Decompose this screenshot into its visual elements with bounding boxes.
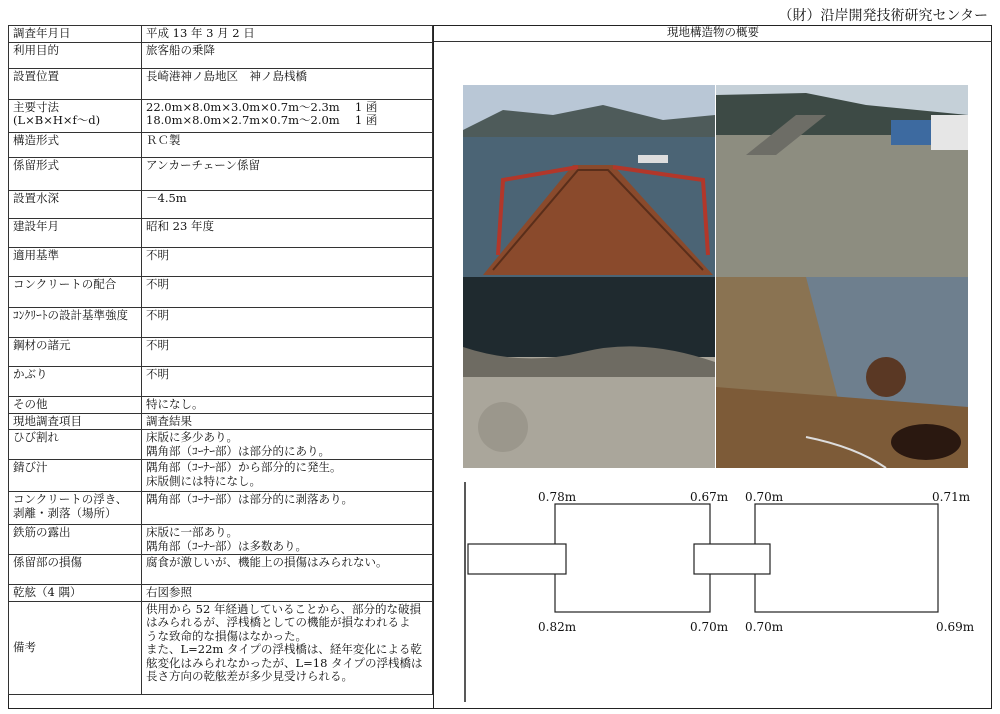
spec-table-area — [8, 25, 434, 709]
spec-label: 構造形式 — [9, 132, 142, 157]
spec-value — [142, 68, 433, 99]
spec-value-line: 長さ方向の乾舷差が多少見受けられる。 — [146, 669, 353, 683]
spec-label: 建設年月 — [9, 218, 142, 247]
spec-table — [8, 25, 433, 695]
spec-label: 設置水深 — [9, 190, 142, 218]
spec-row — [9, 492, 433, 525]
spec-value-line: 旅客船の乗降 — [146, 42, 215, 57]
spec-value-line: 22.0m×8.0m×3.0m×0.7m～2.3m 1 函 — [146, 99, 378, 114]
photo-mooring-chain — [716, 277, 968, 468]
spec-value — [142, 190, 433, 218]
freeboard-top-right-2: 0.71m — [932, 490, 971, 504]
spec-label: 設置位置 — [9, 68, 142, 99]
spec-value-line: また、L=22m タイプの浮桟橋は、経年変化による乾 — [146, 642, 422, 656]
spec-value — [142, 430, 433, 460]
spec-value — [142, 366, 433, 396]
spec-row — [9, 307, 433, 337]
spec-value — [142, 337, 433, 366]
spec-value-line: 腐食が激しいが、機能上の損傷はみられない。 — [146, 555, 388, 569]
photo-pontoon-deck — [716, 85, 968, 277]
spec-value-line: 隅角部（ｺｰﾅｰ部）は部分的に剥落あり。 — [146, 492, 353, 506]
spec-value — [142, 555, 433, 585]
spec-value-line: 床版側には特になし。 — [146, 473, 261, 488]
spec-value — [142, 26, 433, 43]
spec-row — [9, 585, 433, 602]
freeboard-bottom-left-1: 0.82m — [538, 620, 577, 634]
spec-value — [142, 460, 433, 492]
spec-value — [142, 492, 433, 525]
spec-value — [142, 157, 433, 190]
spec-label: コンクリートの浮き、 剥離・剥落（場所） — [9, 492, 142, 525]
spec-label: 備考 — [9, 601, 142, 694]
freeboard-diagram — [460, 482, 980, 702]
spec-value-line: 不明 — [146, 247, 169, 262]
spec-value — [142, 396, 433, 413]
spec-value-line: 昭和 23 年度 — [146, 218, 214, 233]
spec-value-line: 隅角部（ｺｰﾅｰ部）は部分的にあり。 — [146, 443, 330, 458]
spec-row — [9, 601, 433, 694]
spec-row — [9, 366, 433, 396]
spec-label: 錆び汁 — [9, 460, 142, 492]
spec-value-line: 不明 — [146, 337, 169, 352]
spec-label: 乾舷（4 隅） — [9, 585, 142, 602]
spec-label: 係留形式 — [9, 157, 142, 190]
spec-label: 係留部の損傷 — [9, 555, 142, 585]
spec-row — [9, 157, 433, 190]
organization-name: （財）沿岸開発技術研究センター — [778, 8, 988, 24]
spec-row — [9, 68, 433, 99]
spec-value-line: はみられるが、浮桟橋としての機能が損なわれるよ — [146, 615, 411, 629]
spec-value-line: 隅角部（ｺｰﾅｰ部）から部分的に発生。 — [146, 460, 342, 474]
spec-value — [142, 525, 433, 555]
spec-value-line: －4.5m — [146, 190, 187, 205]
freeboard-bottom-right-1: 0.70m — [690, 620, 729, 634]
photo-gangway — [463, 85, 715, 277]
spec-value — [142, 42, 433, 68]
freeboard-bottom-left-2: 0.70m — [745, 620, 784, 634]
spec-value — [142, 218, 433, 247]
spec-value — [142, 132, 433, 157]
spec-row — [9, 413, 433, 430]
spec-value — [142, 585, 433, 602]
spec-value-line: うな致命的な損傷はなかった。 — [146, 628, 307, 643]
spec-label: 適用基準 — [9, 247, 142, 276]
spec-row — [9, 247, 433, 276]
spec-value — [142, 413, 433, 430]
spec-value-line: 供用から 52 年経過していることから、部分的な破損 — [146, 601, 421, 616]
spec-label: コンクリートの配合 — [9, 276, 142, 307]
spec-value-line: 不明 — [146, 276, 169, 291]
spec-value — [142, 307, 433, 337]
spec-value — [142, 601, 433, 694]
spec-row — [9, 26, 433, 43]
spec-row — [9, 555, 433, 585]
spec-value-line: 調査結果 — [146, 413, 192, 428]
spec-value-line: 右図参照 — [146, 585, 192, 599]
spec-row — [9, 99, 433, 132]
spec-value-line: 床版に多少あり。 — [146, 430, 238, 444]
spec-row — [9, 430, 433, 460]
freeboard-bottom-right-2: 0.69m — [936, 620, 975, 634]
photo-corner-damage — [463, 277, 715, 468]
spec-label: 主要寸法 (L×B×H×f～d) — [9, 99, 142, 132]
freeboard-top-right-1: 0.67m — [690, 490, 729, 504]
spec-value-line: 舷変化はみられなかったが、L=18 タイプの浮桟橋は — [146, 655, 423, 670]
spec-value-line: ＲＣ製 — [146, 132, 181, 147]
spec-label: 鋼材の諸元 — [9, 337, 142, 366]
spec-value-line: アンカーチェーン係留 — [146, 157, 260, 172]
spec-row — [9, 276, 433, 307]
spec-row — [9, 218, 433, 247]
spec-row — [9, 525, 433, 555]
spec-row — [9, 42, 433, 68]
spec-value-line: 床版に一部あり。 — [146, 525, 238, 539]
spec-label: ｺﾝｸﾘｰﾄの設計基準強度 — [9, 307, 142, 337]
spec-label: ひび割れ — [9, 430, 142, 460]
spec-label: 現地調査項目 — [9, 413, 142, 430]
spec-row — [9, 460, 433, 492]
right-panel-title: 現地構造物の概要 — [434, 25, 992, 42]
spec-value — [142, 276, 433, 307]
spec-value — [142, 99, 433, 132]
spec-value-line: 長崎港神ノ島地区 神ノ島桟橋 — [146, 68, 307, 83]
freeboard-top-left-1: 0.78m — [538, 490, 577, 504]
spec-value-line: 隅角部（ｺｰﾅｰ部）は多数あり。 — [146, 538, 307, 553]
spec-label: 利用目的 — [9, 42, 142, 68]
spec-label: 調査年月日 — [9, 26, 142, 43]
spec-value-line: 18.0m×8.0m×2.7m×0.7m～2.0m 1 函 — [146, 113, 378, 127]
spec-label: その他 — [9, 396, 142, 413]
spec-value-line: 不明 — [146, 307, 169, 322]
spec-value-line: 不明 — [146, 366, 169, 381]
spec-label: かぶり — [9, 366, 142, 396]
spec-row — [9, 190, 433, 218]
spec-row — [9, 337, 433, 366]
spec-value-line: 平成 13 年 3 月 2 日 — [146, 26, 255, 40]
spec-value — [142, 247, 433, 276]
spec-row — [9, 396, 433, 413]
spec-label: 鉄筋の露出 — [9, 525, 142, 555]
spec-row — [9, 132, 433, 157]
freeboard-top-left-2: 0.70m — [745, 490, 784, 504]
spec-value-line: 特になし。 — [146, 396, 204, 411]
